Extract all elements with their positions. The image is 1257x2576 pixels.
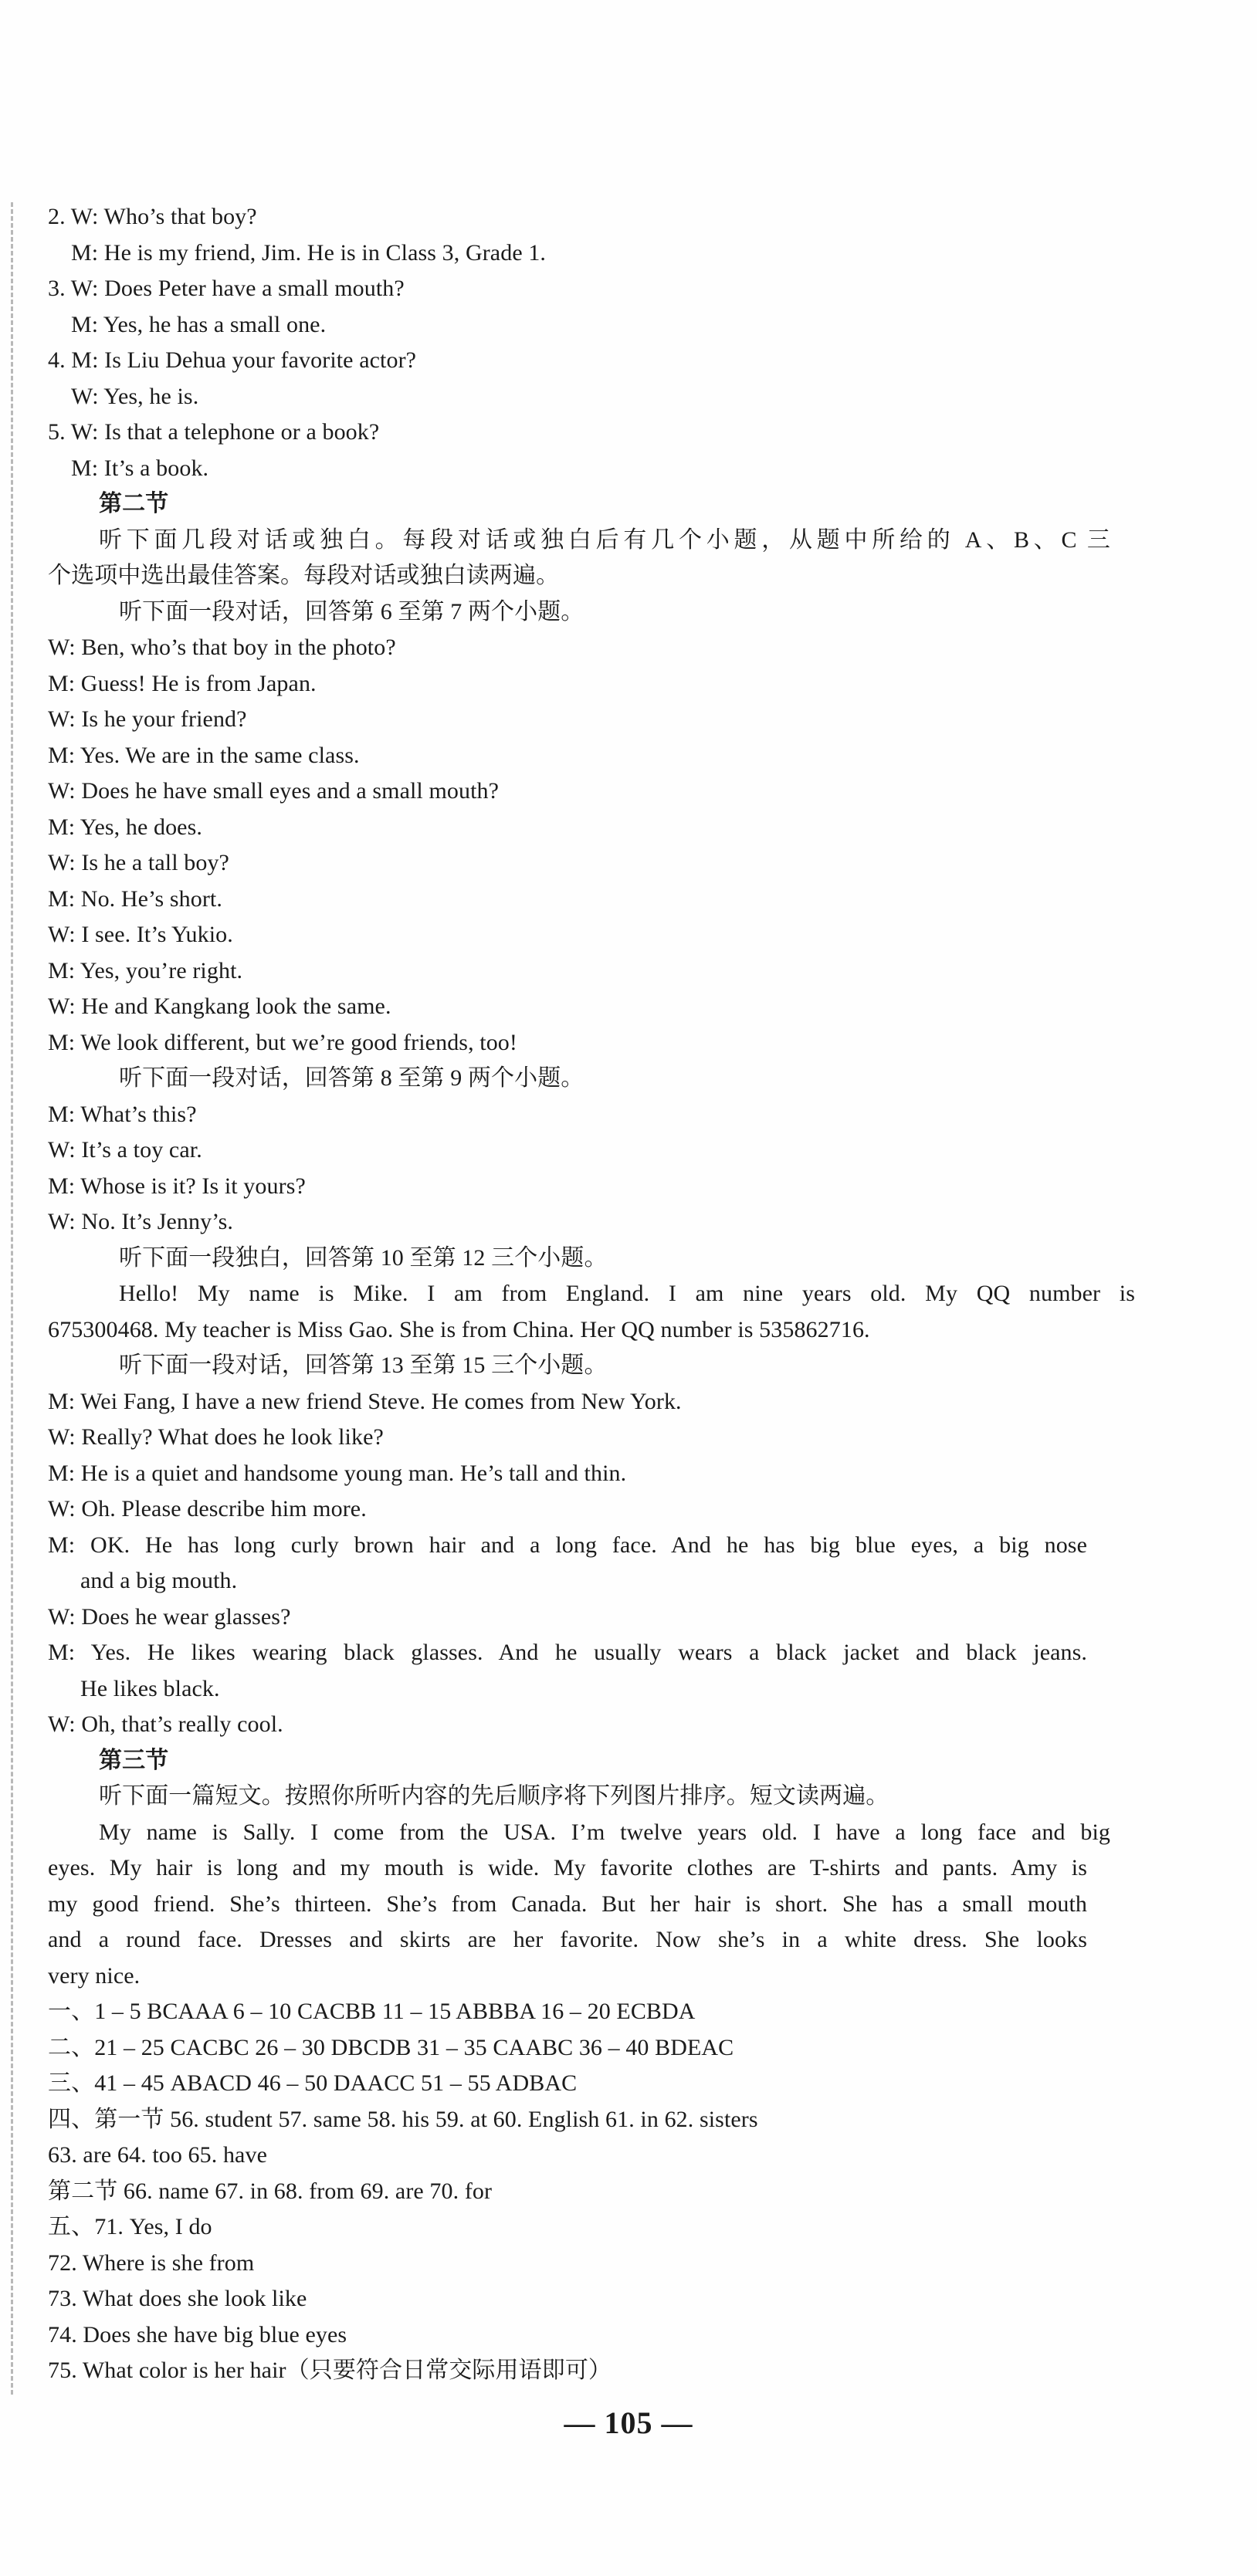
- text-line-content: 二、21 – 25 CACBC 26 – 30 DBCDB 31 – 35 CAABC 36 – 40 BDEAC: [48, 2034, 734, 2060]
- text-line: [48, 2353, 1206, 2389]
- text-line-content: and a big mouth.: [80, 1568, 238, 1593]
- text-line-content: W: Is he your friend?: [48, 706, 247, 732]
- text-line: [48, 451, 1206, 487]
- text-line: [48, 1169, 1206, 1205]
- text-line-content: 听下面一段对话，回答第 13 至第 15 三个小题。: [119, 1352, 608, 1378]
- text-line: [48, 1491, 1206, 1528]
- text-line: [48, 1276, 1206, 1312]
- text-line: [48, 1707, 1206, 1743]
- text-line-content: W: Oh, that’s really cool.: [48, 1711, 283, 1737]
- text-line: [48, 917, 1206, 953]
- text-line-content: Hello! My name is Mike. I am from England. I am nine years old. My QQ number is: [119, 1281, 1135, 1306]
- text-line-content: W: Does he wear glasses?: [48, 1603, 291, 1630]
- text-line: [48, 1671, 1206, 1708]
- text-line-content: 3. W: Does Peter have a small mouth?: [48, 276, 405, 301]
- text-line-content: M: Guess! He is from Japan.: [48, 670, 317, 696]
- text-line-content: 个选项中选出最佳答案。每段对话或独白读两遍。: [48, 563, 560, 588]
- text-line-content: W: No. It’s Jenny’s.: [48, 1209, 234, 1234]
- text-line-content: W: He and Kangkang look the same.: [48, 994, 391, 1019]
- text-line: [48, 1348, 1206, 1384]
- text-line: [48, 989, 1206, 1025]
- text-line: [48, 2030, 1206, 2067]
- text-line: [48, 307, 1206, 344]
- text-line-content: 73. What does she look like: [48, 2286, 307, 2311]
- text-line: [48, 235, 1206, 272]
- text-line-content: 听下面一篇短文。按照你所听内容的先后顺序将下列图片排序。短文读两遍。: [99, 1783, 889, 1809]
- binding-dash-line: [11, 202, 13, 2395]
- text-line-content: W: Really? What does he look like?: [48, 1424, 384, 1450]
- text-line-content: W: Ben, who’s that boy in the photo?: [48, 635, 396, 660]
- text-line-content: M: We look different, but we’re good friends, too!: [48, 1029, 518, 1055]
- text-line-content: and a round face. Dresses and skirts are her favorite. Now she’s in a white dress. She looks: [48, 1927, 1087, 1952]
- text-line: [48, 2174, 1206, 2210]
- text-line-content: 74. Does she have big blue eyes: [48, 2321, 347, 2348]
- text-line: [48, 2317, 1206, 2354]
- text-line-content: 第二节: [99, 491, 169, 516]
- text-line-content: M: Yes. We are in the same class.: [48, 742, 360, 768]
- text-line: [48, 1312, 1206, 1349]
- text-line: [48, 343, 1206, 379]
- text-line: [48, 1779, 1206, 1815]
- text-line: [48, 2281, 1206, 2317]
- text-line: [48, 1241, 1206, 1277]
- text-line-content: 63. are 64. too 65. have: [48, 2142, 267, 2168]
- text-line: [48, 1097, 1206, 1133]
- text-line: [48, 1922, 1206, 1958]
- text-line-content: My name is Sally. I come from the USA. I’m twelve years old. I have a long face and big: [99, 1819, 1110, 1845]
- text-line-content: W: I see. It’s Yukio.: [48, 922, 233, 947]
- text-line: [48, 1132, 1206, 1169]
- text-line: [48, 2102, 1206, 2138]
- text-line-content: 一、1 – 5 BCAAA 6 – 10 CACBB 11 – 15 ABBBA 16 – 20 ECBDA: [48, 1999, 696, 2024]
- text-line-content: M: He is a quiet and handsome young man. He’s tall and thin.: [48, 1460, 627, 1486]
- text-line: [48, 2209, 1206, 2246]
- answer-key-content: [48, 199, 1206, 2389]
- text-line: [48, 1384, 1206, 1420]
- text-line: [48, 2246, 1206, 2282]
- text-line-content: very nice.: [48, 1962, 141, 1989]
- text-line: [48, 1204, 1206, 1241]
- text-line: [48, 1958, 1206, 1995]
- text-line: [48, 810, 1206, 846]
- text-line-content: 5. W: Is that a telephone or a book?: [48, 419, 380, 445]
- text-line: [48, 594, 1206, 631]
- text-line-content: W: Is he a tall boy?: [48, 850, 229, 875]
- page-number: — 105 —: [564, 2405, 693, 2440]
- text-line-content: 675300468. My teacher is Miss Gao. She is from China. Her QQ number is 535862716.: [48, 1316, 870, 1342]
- text-line: [48, 415, 1206, 451]
- text-line: [48, 1887, 1206, 1923]
- text-line-content: eyes. My hair is long and my mouth is wide. My favorite clothes are T-shirts and pants. Amy is: [48, 1855, 1087, 1880]
- text-line: [48, 1563, 1206, 1599]
- text-line-content: W: Oh. Please describe him more.: [48, 1496, 367, 1522]
- text-line-content: M: He is my friend, Jim. He is in Class 3, Grade 1.: [71, 239, 547, 266]
- text-line-content: M: Whose is it? Is it yours?: [48, 1173, 306, 1199]
- text-line: [48, 1599, 1206, 1636]
- text-line-content: my good friend. She’s thirteen. She’s from Canada. But her hair is short. She has a small mouth: [48, 1891, 1087, 1917]
- text-line-content: 听下面一段对话，回答第 8 至第 9 两个小题。: [119, 1065, 584, 1091]
- text-line-content: M: Wei Fang, I have a new friend Steve. He comes from New York.: [48, 1388, 682, 1414]
- text-line: [48, 666, 1206, 702]
- text-line: [48, 2138, 1206, 2174]
- text-line: [48, 1743, 1206, 1779]
- text-line: [48, 1061, 1206, 1097]
- text-line: [48, 271, 1206, 307]
- text-line-content: 五、71. Yes, I do: [48, 2214, 212, 2239]
- text-line: [48, 1456, 1206, 1492]
- text-line: [48, 1635, 1206, 1671]
- text-line: [48, 1815, 1206, 1851]
- text-line: [48, 1025, 1206, 1061]
- text-line-content: M: Yes, you’re right.: [48, 957, 243, 983]
- text-line: [48, 558, 1206, 594]
- text-line: [48, 738, 1206, 774]
- text-line: [48, 882, 1206, 918]
- text-line: [48, 2066, 1206, 2102]
- text-line: [48, 845, 1206, 882]
- text-line-content: W: Yes, he is.: [71, 383, 199, 409]
- text-line-content: 第二节 66. name 67. in 68. from 69. are 70. for: [48, 2178, 493, 2204]
- text-line-content: M: What’s this?: [48, 1101, 197, 1127]
- text-line: [48, 199, 1206, 235]
- text-line-content: 听下面一段独白，回答第 10 至第 12 三个小题。: [119, 1244, 608, 1271]
- text-line-content: 75. What color is her hair（只要符合日常交际用语即可）: [48, 2358, 612, 2383]
- text-line-content: 4. M: Is Liu Dehua your favorite actor?: [48, 347, 417, 373]
- text-line: [48, 1420, 1206, 1456]
- text-line-content: M: OK. He has long curly brown hair and a long face. And he has big blue eyes, a big nose: [48, 1532, 1087, 1558]
- text-line: [48, 379, 1206, 415]
- text-line: [48, 702, 1206, 738]
- text-line-content: He likes black.: [80, 1675, 220, 1701]
- text-line-content: M: Yes, he has a small one.: [71, 311, 327, 337]
- text-line-content: W: Does he have small eyes and a small mouth?: [48, 778, 500, 804]
- text-line: [48, 630, 1206, 666]
- text-line: [48, 953, 1206, 990]
- text-line-content: 听下面一段对话，回答第 6 至第 7 两个小题。: [119, 598, 584, 625]
- text-line-content: 三、41 – 45 ABACD 46 – 50 DAACC 51 – 55 ADBAC: [48, 2070, 578, 2096]
- text-line-content: M: No. He’s short.: [48, 885, 222, 912]
- text-line-content: 2. W: Who’s that boy?: [48, 204, 257, 229]
- text-line: [48, 1994, 1206, 2030]
- text-line: [48, 486, 1206, 523]
- text-line-content: 听下面几段对话或独白。每段对话或独白后有几个小题，从题中所给的 A、B、C 三: [99, 526, 1110, 553]
- text-line: [48, 523, 1206, 559]
- text-line-content: M: Yes. He likes wearing black glasses. And he usually wears a black jacket and black jeans.: [48, 1640, 1087, 1665]
- text-line-content: 四、第一节 56. student 57. same 58. his 59. at 60. English 61. in 62. sisters: [48, 2106, 758, 2132]
- text-line-content: 72. Where is she from: [48, 2249, 255, 2276]
- text-line-content: M: Yes, he does.: [48, 814, 202, 840]
- text-line-content: 第三节: [99, 1747, 169, 1773]
- text-line-content: M: It’s a book.: [71, 455, 209, 481]
- text-line: [48, 773, 1206, 810]
- text-line: [48, 1850, 1206, 1887]
- text-line: [48, 1528, 1206, 1564]
- text-line-content: W: It’s a toy car.: [48, 1137, 202, 1163]
